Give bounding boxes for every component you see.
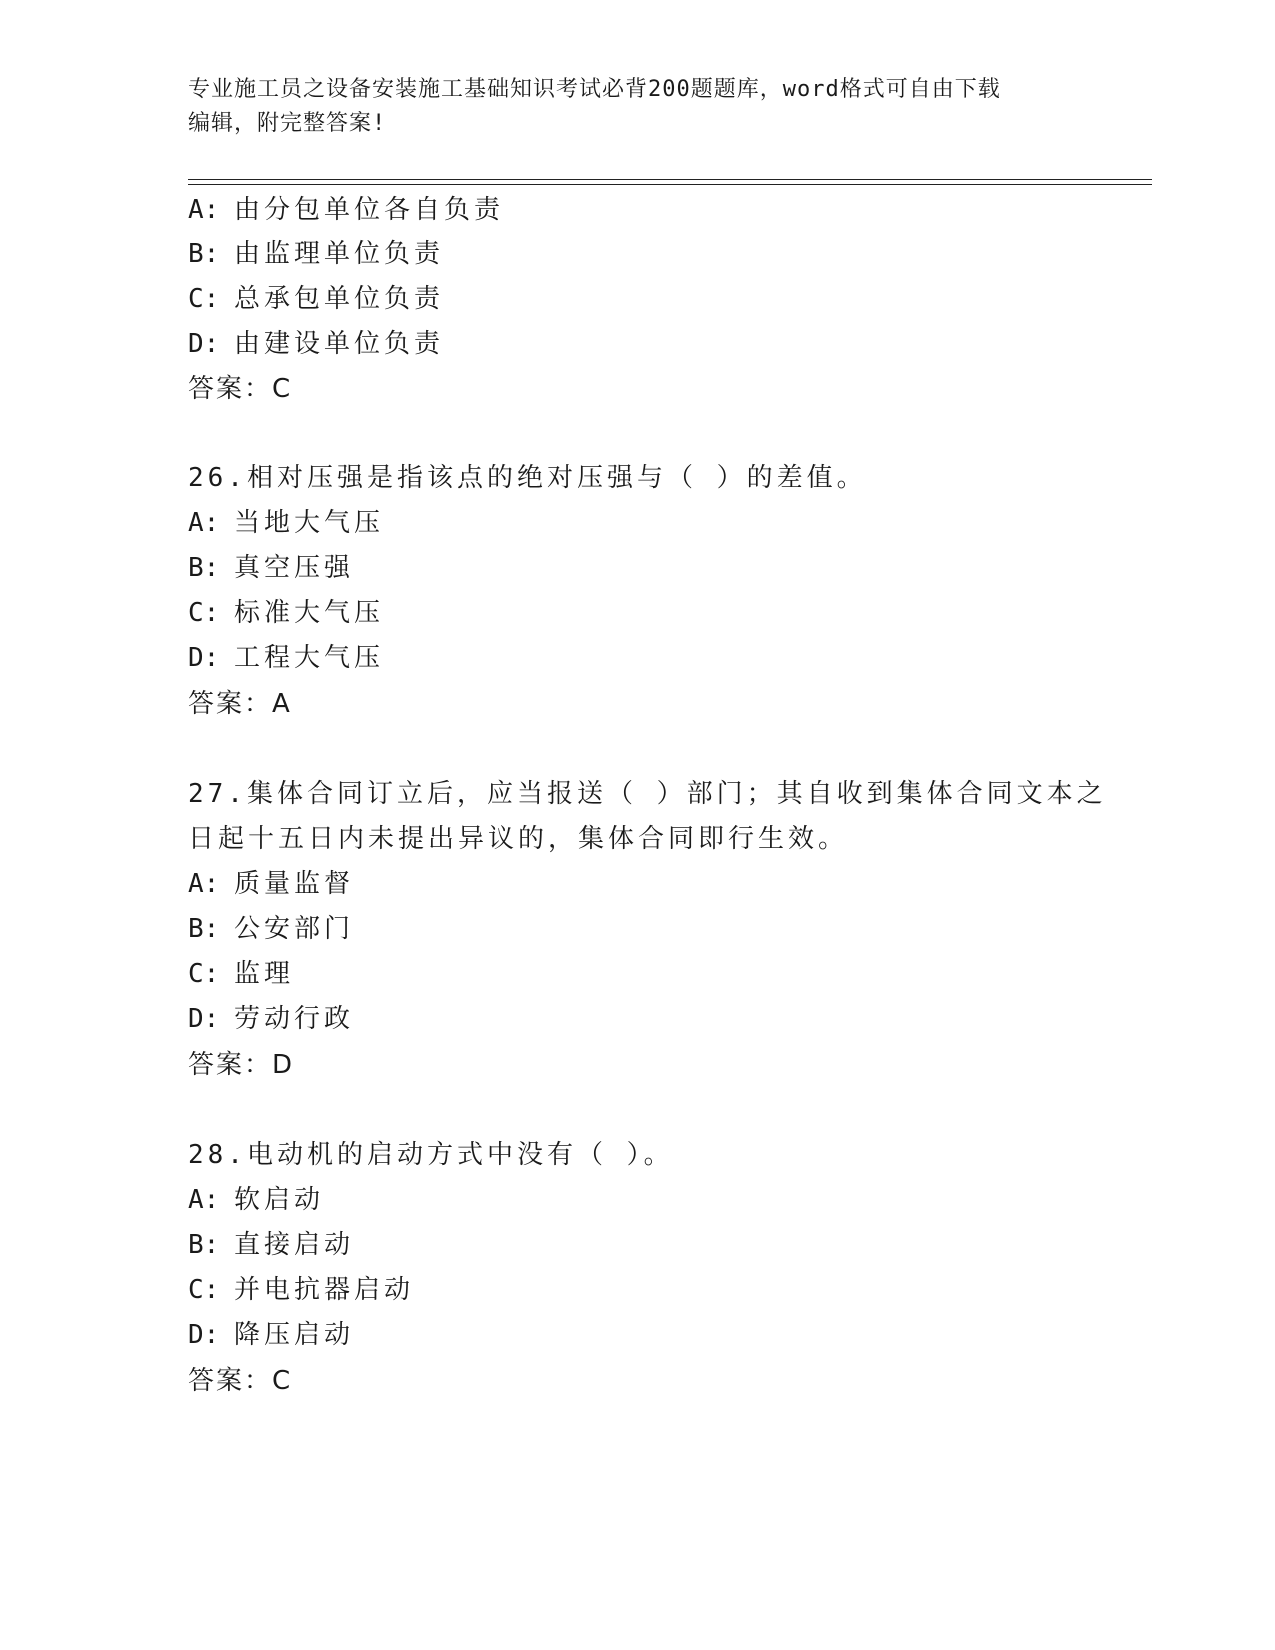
option-text: 公安部门 [234,914,355,944]
q27-option-b [188,912,354,946]
option-text: 质量监督 [234,869,355,899]
option-key: C: [188,284,220,314]
header-divider-bottom [188,184,1152,185]
header-line-2: 编辑，附完整答案! [188,111,387,136]
option-key: A: [188,869,220,899]
option-key: A: [188,1185,220,1215]
option-text: 并电抗器启动 [234,1275,415,1305]
q25-option-b [188,237,444,271]
q26-option-c [188,596,384,630]
option-key: D: [188,329,220,359]
option-key: D: [188,1320,220,1350]
q26-option-b [188,551,354,585]
q27-option-a [188,867,354,901]
option-text: 降压启动 [234,1320,355,1350]
q25-option-c [188,282,444,316]
q26-option-a [188,506,384,540]
option-key: B: [188,914,220,944]
option-text: 直接启动 [234,1230,355,1260]
document-header [188,73,1088,141]
q25-answer: 答案：C [188,374,293,404]
header-divider-top [188,179,1152,180]
option-key: A: [188,508,220,538]
option-text: 工程大气压 [234,643,385,673]
q27-stem-line-1: 27.集体合同订立后，应当报送（ ）部门；其自收到集体合同文本之 [188,779,1107,809]
option-key: B: [188,1230,220,1260]
q27-option-c [188,957,294,991]
q27-answer: 答案：D [188,1050,295,1080]
option-key: C: [188,598,220,628]
q28-option-c [188,1273,414,1307]
option-text: 由监理单位负责 [234,239,445,269]
q28-option-d [188,1318,354,1352]
q28-option-b [188,1228,354,1262]
option-text: 监理 [234,959,295,989]
option-key: C: [188,959,220,989]
q26-option-d [188,641,384,675]
option-text: 劳动行政 [234,1004,355,1034]
option-key: A: [188,195,220,225]
option-text: 当地大气压 [234,508,385,538]
option-text: 标准大气压 [234,598,385,628]
option-text: 由分包单位各自负责 [234,195,505,225]
q26-answer: 答案：A [188,689,292,719]
option-text: 软启动 [234,1185,325,1215]
q25-option-a [188,193,504,227]
option-key: D: [188,1004,220,1034]
q27-stem-line-2: 日起十五日内未提出异议的，集体合同即行生效。 [188,824,849,854]
q28-answer: 答案：C [188,1366,293,1396]
option-key: B: [188,239,220,269]
q27-option-d [188,1002,354,1036]
option-key: B: [188,553,220,583]
option-text: 由建设单位负责 [234,329,445,359]
option-key: C: [188,1275,220,1305]
option-text: 总承包单位负责 [234,284,445,314]
q25-option-d [188,327,444,361]
header-line-1: 专业施工员之设备安装施工基础知识考试必背200题题库，word格式可自由下载 [188,77,1001,102]
option-key: D: [188,643,220,673]
option-text: 真空压强 [234,553,355,583]
q26-stem: 26.相对压强是指该点的绝对压强与（ ）的差值。 [188,463,867,493]
q28-stem: 28.电动机的启动方式中没有（ ）。 [188,1140,674,1170]
q28-option-a [188,1183,324,1217]
